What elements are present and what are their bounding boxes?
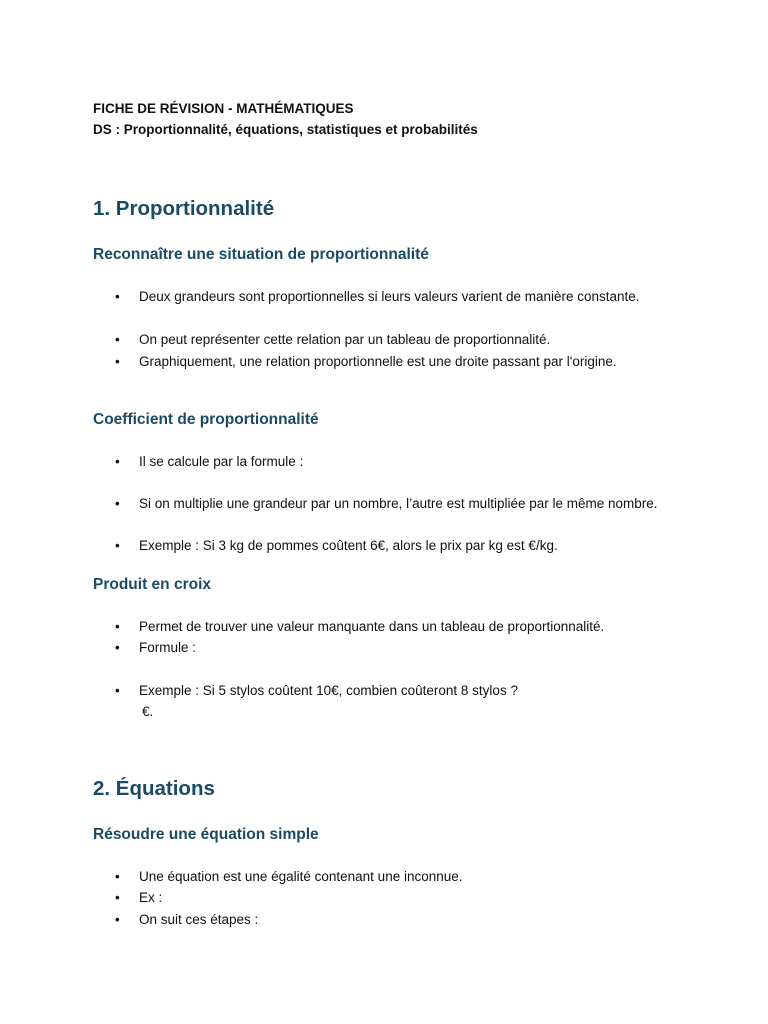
subsection-title-produit-en-croix: Produit en croix (93, 576, 211, 593)
bullet-icon: • (115, 354, 120, 369)
list-item-text: Si on multiplie une grandeur par un nombre, l’autre est multipliée par le même nombre. (139, 496, 658, 511)
bullet-icon: • (115, 619, 120, 634)
list-item-text: Exemple : Si 5 stylos coûtent 10€, combien coûteront 8 stylos ? (139, 683, 518, 698)
document-title: FICHE DE RÉVISION - MATHÉMATIQUES (93, 101, 354, 116)
bullet-icon: • (115, 912, 120, 927)
list-item-text: Il se calcule par la formule : (139, 454, 304, 469)
bullet-icon: • (115, 454, 120, 469)
section-title-proportionnalite: 1. Proportionnalité (93, 197, 275, 220)
subsection-title-coefficient: Coefficient de proportionnalité (93, 411, 319, 428)
bullet-icon: • (115, 869, 120, 884)
bullet-icon: • (115, 683, 120, 698)
bullet-icon: • (115, 538, 120, 553)
section-title-equations: 2. Équations (93, 777, 215, 800)
bullet-icon: • (115, 640, 120, 655)
list-item-text: Une équation est une égalité contenant une inconnue. (139, 869, 463, 884)
list-item-text: On suit ces étapes : (139, 912, 259, 927)
document-subtitle: DS : Proportionnalité, équations, statistiques et probabilités (93, 122, 478, 137)
list-item-continuation: €. (142, 704, 154, 719)
list-item-text: Deux grandeurs sont proportionnelles si leurs valeurs varient de manière constante. (139, 289, 640, 304)
subsection-title-reconnaitre: Reconnaître une situation de proportionnalité (93, 246, 429, 263)
bullet-icon: • (115, 289, 120, 304)
list-item-text: On peut représenter cette relation par un tableau de proportionnalité. (139, 332, 551, 347)
list-item-text: Ex : (139, 890, 163, 905)
bullet-icon: • (115, 496, 120, 511)
list-item-text: Graphiquement, une relation proportionnelle est une droite passant par l'origine. (139, 354, 617, 369)
bullet-icon: • (115, 332, 120, 347)
list-item-text: Permet de trouver une valeur manquante dans un tableau de proportionnalité. (139, 619, 605, 634)
subsection-title-resoudre: Résoudre une équation simple (93, 826, 319, 843)
list-item-text: Formule : (139, 640, 197, 655)
list-item-text: Exemple : Si 3 kg de pommes coûtent 6€, alors le prix par kg est €/kg. (139, 538, 558, 553)
bullet-icon: • (115, 890, 120, 905)
